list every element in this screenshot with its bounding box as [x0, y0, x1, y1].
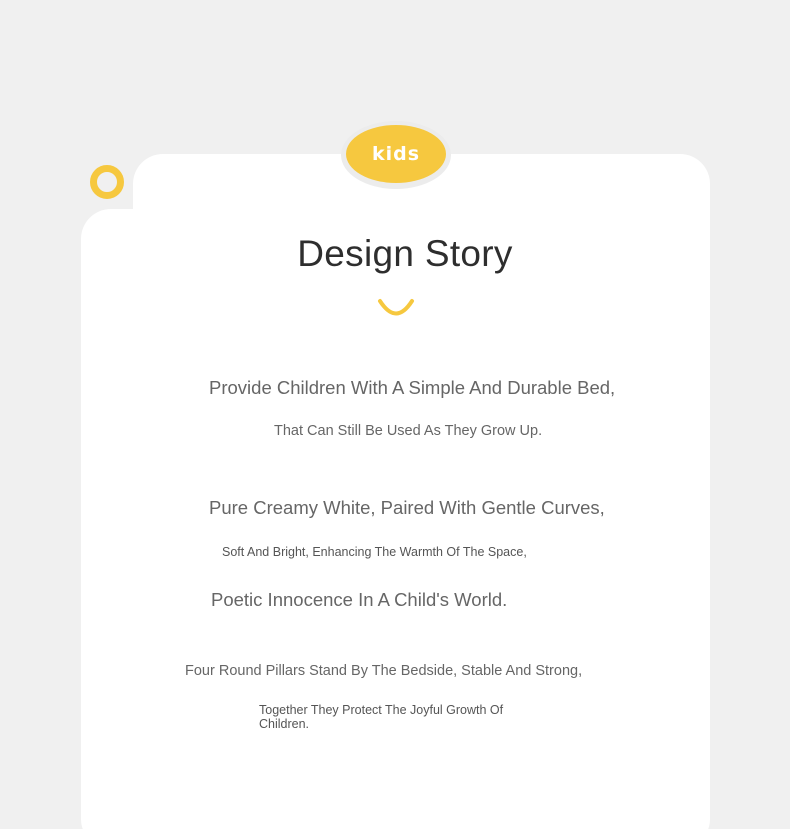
page-title: Design Story — [297, 233, 513, 274]
story-line-2: That Can Still Be Used As They Grow Up. — [274, 423, 543, 439]
kids-badge — [346, 125, 446, 183]
story-line-7: Together They Protect The Joyful Growth Of Children. — [259, 703, 504, 731]
story-line-4: Soft And Bright, Enhancing The Warmth Of The Space, — [222, 545, 527, 559]
ring-icon — [90, 165, 124, 199]
story-line-3: Pure Creamy White, Paired With Gentle Curves, — [209, 497, 605, 518]
story-line-6: Four Round Pillars Stand By The Bedside, Stable And Strong, — [185, 663, 583, 679]
story-line-5: Poetic Innocence In A Child's World. — [211, 589, 508, 610]
smile-curve-icon — [377, 298, 415, 320]
kids-badge-label: kids — [371, 143, 421, 165]
story-line-1: Provide Children With A Simple And Durable Bed, — [209, 377, 616, 398]
